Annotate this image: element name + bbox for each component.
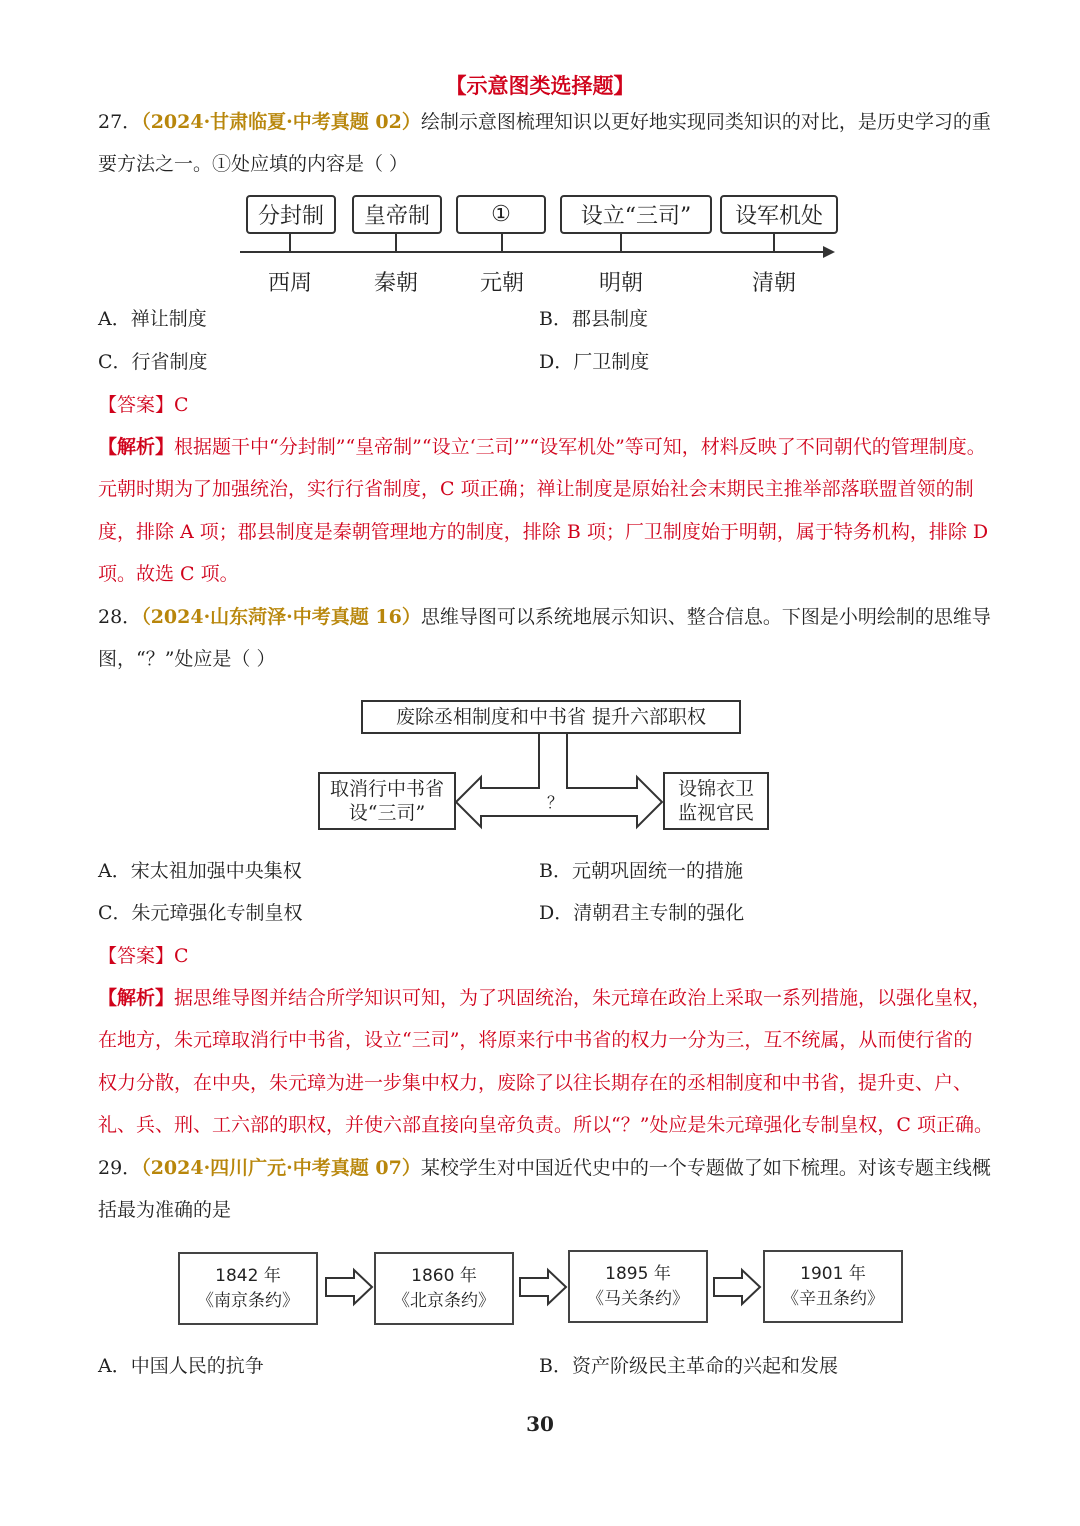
q29-stem-line1 xyxy=(98,1156,991,1180)
q28-analysis-line3: 权力分散，在中央，朱元璋为进一步集中权力，废除了以往长期存在的丞相制度和中书省，提升吏、户、 xyxy=(98,1072,973,1094)
q27-stem-line2: 要方法之一。①处应填的内容是（ ） xyxy=(98,153,409,175)
q28-question-mark: ？ xyxy=(546,793,563,812)
q29-stem-text1: 某校学生对中国近代史中的一个专题做了如下梳理。对该专题主线概 xyxy=(420,1157,991,1179)
q27-answer: 【答案】C xyxy=(98,394,189,416)
q28-analysis-label: 【解析】 xyxy=(98,987,175,1009)
q29-box-1842: 1842 年 《南京条约》 xyxy=(178,1252,318,1325)
q27-option-c: C．行省制度 xyxy=(98,351,208,373)
q28-analysis-line4: 礼、兵、刑、工六部的职权，并使六部直接向皇帝负责。所以“？”处应是朱元璋强化专制皇权，C 项正确。 xyxy=(98,1114,994,1136)
q27-analysis-line2: 元朝时期为了加强统治，实行行省制度，C 项正确；禅让制度是原始社会末期民主推举部落联盟首领的制 xyxy=(98,478,974,500)
q29-timeline xyxy=(178,1250,906,1328)
q28-analysis-line1: 【解析】据思维导图并结合所学知识可知，为了巩固统治，朱元璋在政治上采取一系列措施，以强化皇权， xyxy=(98,987,992,1009)
q29-option-b: B．资产阶级民主革命的兴起和发展 xyxy=(539,1355,838,1377)
q27-option-a: A．禅让制度 xyxy=(98,308,207,330)
q27-box-junjichu: 设军机处 xyxy=(720,195,838,234)
q27-diagram xyxy=(238,190,843,300)
q27-number: 27． xyxy=(98,111,142,133)
q28-source: （2024·山东菏泽·中考真题 16） xyxy=(141,606,421,628)
q29-box-1860: 1860 年 《北京条约》 xyxy=(374,1252,514,1325)
q29-box-1901: 1901 年 《辛丑条约》 xyxy=(763,1250,903,1323)
q28-analysis-line2: 在地方，朱元璋取消行中书省，设立“三司”，将原来行中书省的权力一分为三，互不统属，从而使行省的 xyxy=(98,1029,973,1051)
q27-stem-text1: 绘制示意图梳理知识以更好地实现同类知识的对比，是历史学习的重 xyxy=(420,111,991,133)
q27-option-d: D．厂卫制度 xyxy=(539,351,650,373)
q27-analysis-label: 【解析】 xyxy=(98,436,175,458)
q28-mindmap xyxy=(315,698,775,833)
q27-analysis-line4: 项。故选 C 项。 xyxy=(98,563,239,585)
q27-dynasty-qin: 秦朝 xyxy=(373,271,418,296)
q27-dynasty-qing: 清朝 xyxy=(751,271,796,296)
q29-source: （2024·四川广元·中考真题 07） xyxy=(141,1157,421,1179)
q27-box-sansi: 设立“三司” xyxy=(560,195,712,234)
q28-stem-line2: 图，“？”处应是（ ） xyxy=(98,648,276,670)
q28-right-box: 设锦衣卫 监视官民 xyxy=(663,772,769,830)
q29-option-a: A．中国人民的抗争 xyxy=(98,1355,264,1377)
q28-option-b: B．元朝巩固统一的措施 xyxy=(539,860,743,882)
q29-number: 29． xyxy=(98,1157,142,1179)
q29-box-1895: 1895 年 《马关条约》 xyxy=(568,1250,708,1323)
q27-dynasty-xizhou: 西周 xyxy=(267,271,312,296)
q29-stem-line2: 括最为准确的是 xyxy=(98,1199,232,1221)
q28-number: 28． xyxy=(98,606,142,628)
q28-option-a: A．宋太祖加强中央集权 xyxy=(98,860,302,882)
q28-stem-line1 xyxy=(98,605,991,629)
q27-option-b: B．郡县制度 xyxy=(539,308,648,330)
q27-box-emperor: 皇帝制 xyxy=(352,195,442,234)
q28-stem-text1: 思维导图可以系统地展示知识、整合信息。下图是小明绘制的思维导 xyxy=(420,606,991,628)
page-number: 30 xyxy=(526,1412,554,1436)
q27-box-blank: ① xyxy=(456,195,546,234)
q27-source: （2024·甘肃临夏·中考真题 02） xyxy=(141,111,421,133)
q27-stem-line1 xyxy=(98,110,991,134)
q27-box-feudal: 分封制 xyxy=(246,195,336,234)
q28-option-d: D．清朝君主专制的强化 xyxy=(539,902,745,924)
q27-analysis-line1: 【解析】根据题干中“分封制”“皇帝制”“设立‘三司’”“设军机处”等可知，材料反映了不同朝代的管理制度。 xyxy=(98,436,986,458)
q27-analysis-line3: 度，排除 A 项；郡县制度是秦朝管理地方的制度，排除 B 项；厂卫制度始于明朝，属于特务机构，排除 D xyxy=(98,521,989,543)
section-title: 【示意图类选择题】 xyxy=(445,73,635,98)
q27-dynasty-yuan: 元朝 xyxy=(479,271,524,296)
q28-answer: 【答案】C xyxy=(98,945,189,967)
q27-dynasty-ming: 明朝 xyxy=(598,271,643,296)
q28-left-box: 取消行中书省 设“三司” xyxy=(318,772,456,830)
q28-top-box: 废除丞相制度和中书省 提升六部职权 xyxy=(361,700,741,734)
q28-option-c: C．朱元璋强化专制皇权 xyxy=(98,902,303,924)
